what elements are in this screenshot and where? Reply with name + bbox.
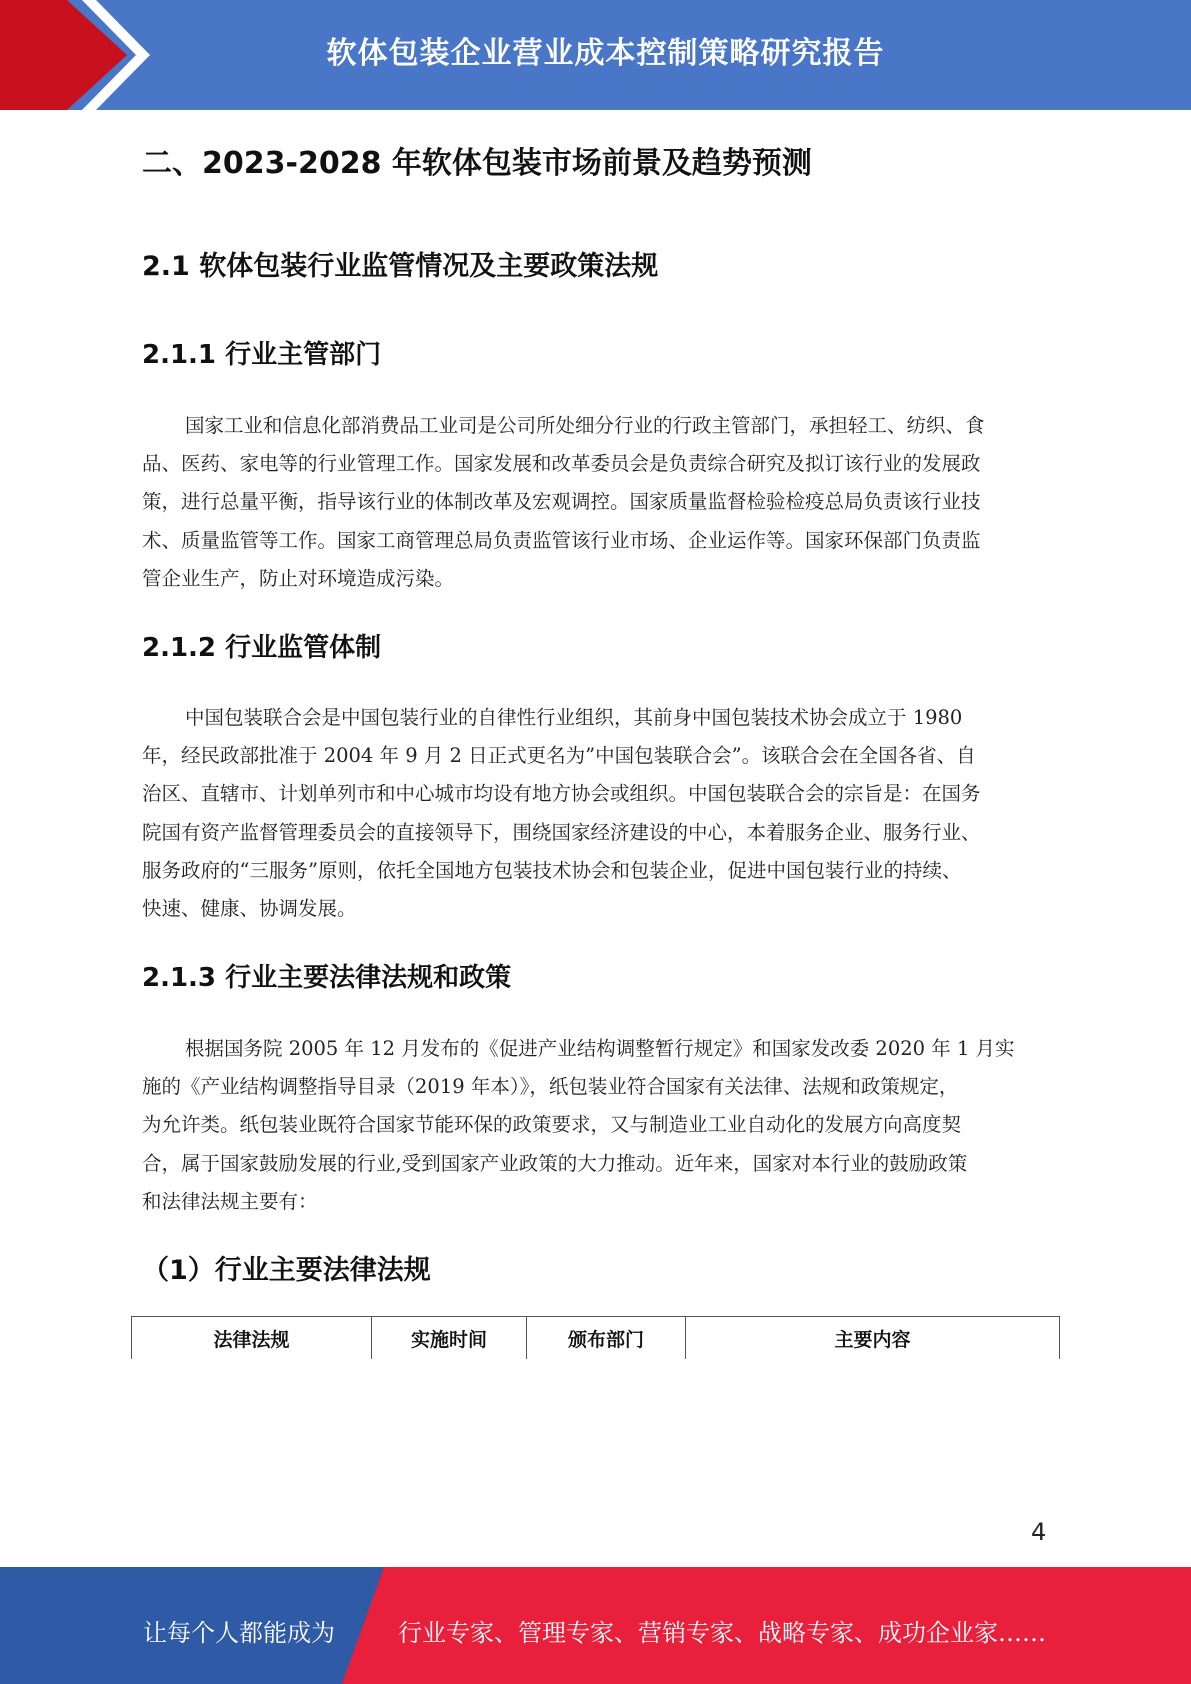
paragraph-line: 策，进行总量平衡，指导该行业的体制改革及宏观调控。国家质量监督检验检疫总局负责该行业技 [142, 490, 981, 514]
section-title: 二、2023-2028 年软体包装市场前景及趋势预测 [142, 146, 812, 181]
paragraph-line: 治区、直辖市、计划单列市和中心城市均设有地方协会或组织。中国包装联合会的宗旨是：在国务 [142, 782, 981, 806]
paragraph-line: 管企业生产，防止对环境造成污染。 [142, 566, 455, 590]
footer-slogan-right: 行业专家、管理专家、营销专家、战略专家、成功企业家…… [398, 1619, 1046, 1647]
paragraph-line: 品、医药、家电等的行业管理工作。国家发展和改革委员会是负责综合研究及拟订该行业的发展政 [142, 452, 981, 476]
paragraph-line: 快速、健康、协调发展。 [142, 897, 357, 921]
paragraph-line: 年，经民政部批准于 2004 年 9 月 2 日正式更名为”中国包装联合会”。该联合会在全国各省、自 [142, 744, 976, 768]
paragraph-line: 术、质量监管等工作。国家工商管理总局负责监管该行业市场、企业运作等。国家环保部门负责监 [142, 528, 981, 552]
table-header-cell: 法律法规 [132, 1317, 372, 1360]
paragraph-line: 国家工业和信息化部消费品工业司是公司所处细分行业的行政主管部门，承担轻工、纺织、食 [185, 414, 985, 437]
footer-slogan-left: 让每个人都能成为 [143, 1619, 335, 1647]
item-title-2-1-1: 2.1.1 行业主管部门 [142, 340, 382, 370]
paragraph-line: 院国有资产监督管理委员会的直接领导下，围绕国家经济建设的中心，本着服务企业、服务行业、 [142, 820, 981, 844]
paragraph-line: 根据国务院 2005 年 12 月发布的《促进产业结构调整暂行规定》和国家发改委 2020 年 1 月实 [185, 1037, 1015, 1060]
list-heading: （1）行业主要法律法规 [142, 1255, 431, 1286]
paragraph-line: 合，属于国家鼓励发展的行业,受到国家产业政策的大力推动。近年来，国家对本行业的鼓励政策 [142, 1151, 968, 1175]
report-title: 软体包装企业营业成本控制策略研究报告 [326, 36, 885, 71]
item-title-2-1-2: 2.1.2 行业监管体制 [142, 633, 382, 663]
table-header-cell: 颁布部门 [527, 1317, 686, 1360]
paragraph-line: 服务政府的“三服务”原则，依托全国地方包装技术协会和包装企业，促进中国包装行业的持续、 [142, 858, 962, 882]
paragraph-line: 为允许类。纸包装业既符合国家节能环保的政策要求，又与制造业工业自动化的发展方向高度契 [142, 1113, 962, 1137]
laws-table [131, 1316, 1060, 1359]
table-header-cell: 实施时间 [372, 1317, 527, 1360]
table-header-row [132, 1317, 1060, 1360]
paragraph-2-1-2 [142, 699, 1046, 928]
paragraph-2-1-3 [142, 1030, 1046, 1221]
item-title-2-1-3: 2.1.3 行业主要法律法规和政策 [142, 963, 512, 993]
paragraph-line: 施的《产业结构调整指导目录（2019 年本）》，纸包装业符合国家有关法律、法规和政策规定， [142, 1075, 959, 1099]
page-number: 4 [1031, 1518, 1047, 1546]
header-bar [0, 0, 1191, 110]
paragraph-line: 中国包装联合会是中国包装行业的自律性行业组织，其前身中国包装技术协会成立于 1980 [185, 706, 963, 729]
subsection-title: 2.1 软体包装行业监管情况及主要政策法规 [142, 251, 659, 282]
paragraph-2-1-1 [142, 407, 1046, 598]
table-header-cell: 主要内容 [686, 1317, 1060, 1360]
paragraph-line: 和法律法规主要有： [142, 1189, 318, 1213]
